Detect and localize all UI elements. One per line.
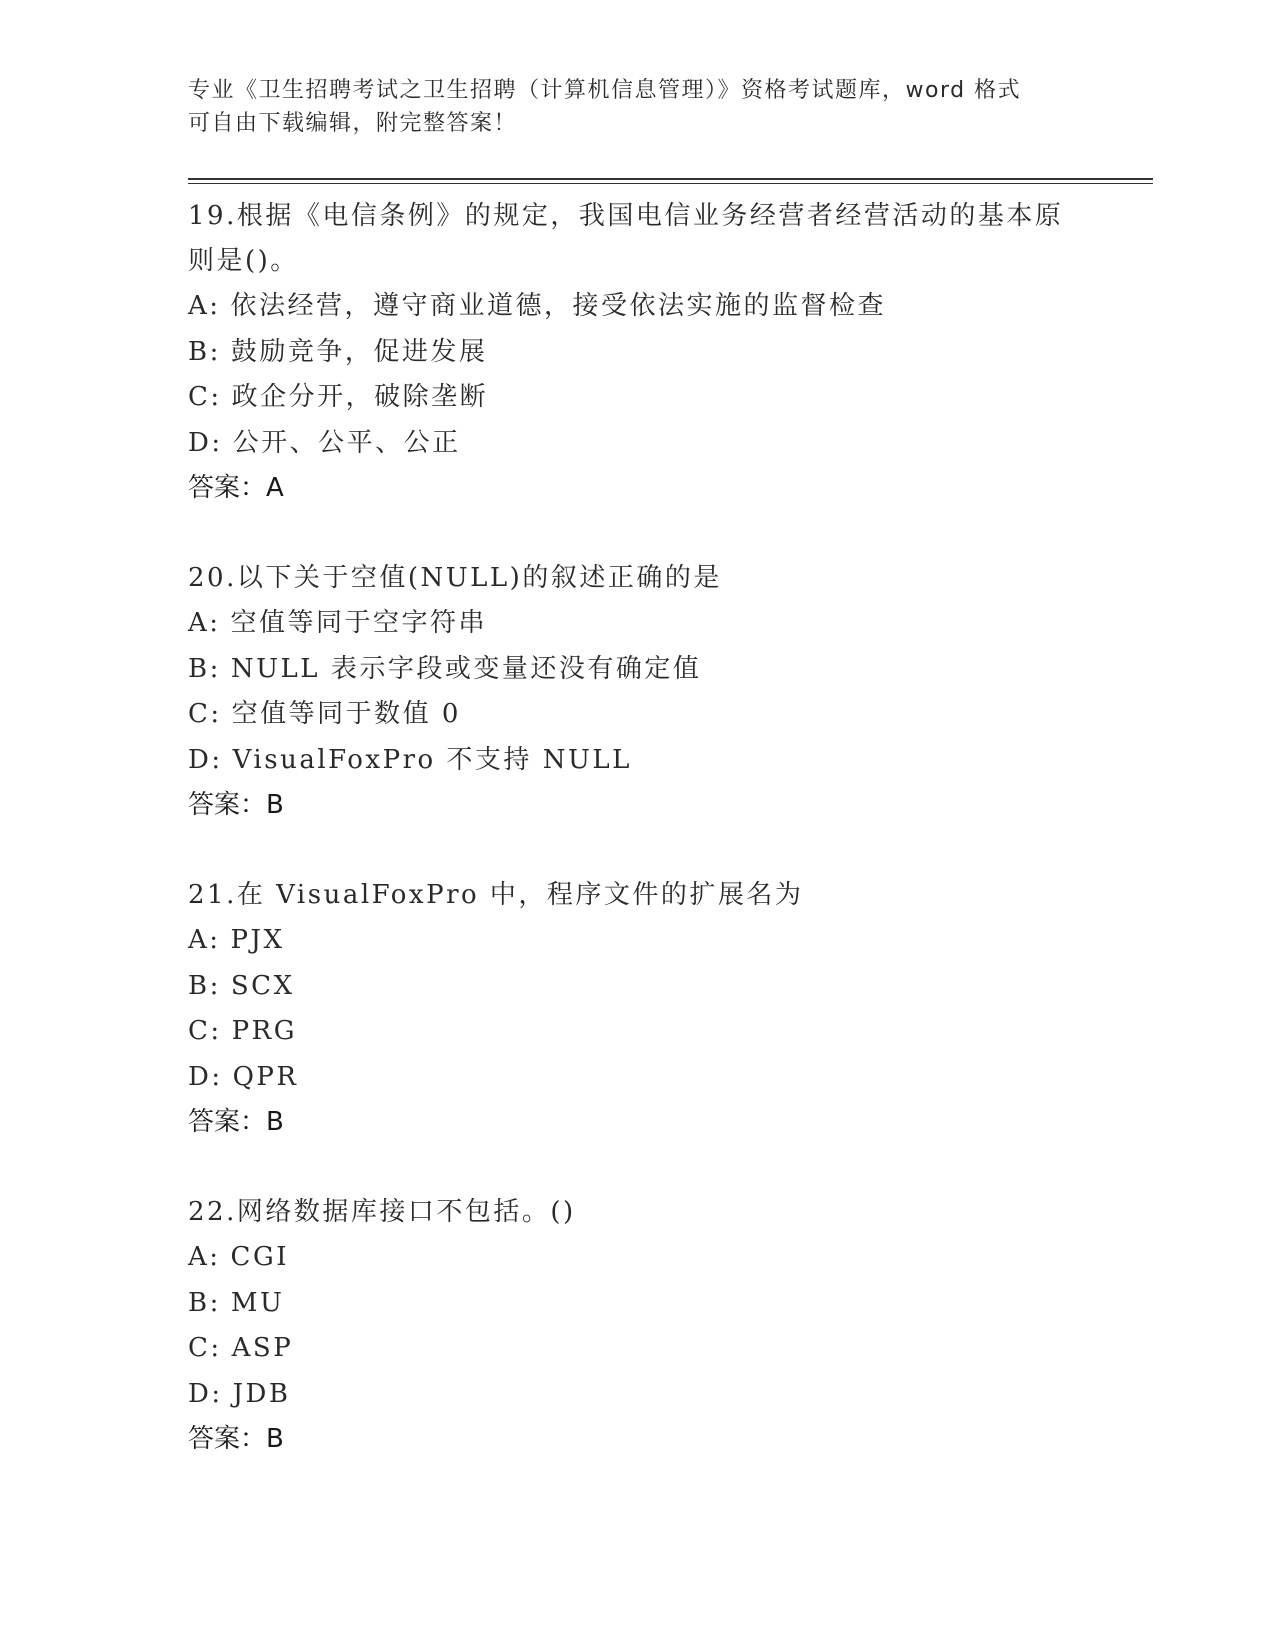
answer-option bbox=[188, 1372, 1148, 1418]
question-stem bbox=[188, 873, 1148, 918]
answer-option bbox=[188, 375, 1148, 421]
option-letter: C: bbox=[188, 382, 222, 412]
option-letter: C: bbox=[188, 1016, 222, 1046]
option-letter: B: bbox=[188, 1287, 221, 1318]
answer-option bbox=[188, 692, 1148, 738]
option-text: QPR bbox=[232, 1061, 299, 1092]
option-text: 政企分开，破除垄断 bbox=[231, 382, 489, 412]
option-letter: C: bbox=[188, 1333, 222, 1363]
option-text: 鼓励竞争，促进发展 bbox=[230, 336, 488, 367]
answer-option bbox=[188, 1055, 1148, 1101]
question-block bbox=[188, 873, 1148, 1144]
answer-option bbox=[188, 421, 1148, 467]
option-letter: B: bbox=[188, 970, 221, 1001]
question-stem-line: 19.根据《电信条例》的规定，我国电信业务经营者经营活动的基本原 bbox=[188, 201, 1064, 231]
option-text: JDB bbox=[232, 1378, 291, 1409]
question-stem bbox=[188, 556, 1148, 601]
header-divider bbox=[188, 178, 1153, 180]
question-list bbox=[188, 194, 1148, 1507]
header-line-2: 可自由下载编辑，附完整答案！ bbox=[188, 111, 518, 136]
option-letter: A: bbox=[188, 1242, 221, 1272]
answer-key: 答案：B bbox=[188, 790, 284, 820]
option-text: 依法经营，遵守商业道德，接受依法实施的监督检查 bbox=[230, 291, 887, 321]
document-header bbox=[188, 74, 1088, 140]
option-text: 空值等同于数值 0 bbox=[231, 699, 461, 729]
header-line-1: 专业《卫生招聘考试之卫生招聘（计算机信息管理）》资格考试题库，word 格式 bbox=[188, 78, 1022, 103]
option-letter: A: bbox=[188, 608, 221, 638]
answer-option bbox=[188, 918, 1148, 964]
option-letter: A: bbox=[188, 925, 221, 955]
option-text: NULL 表示字段或变量还没有确定值 bbox=[230, 653, 702, 684]
option-text: VisualFoxPro 不支持 NULL bbox=[232, 744, 632, 775]
answer-option bbox=[188, 1009, 1148, 1055]
option-text: 空值等同于空字符串 bbox=[230, 608, 488, 638]
answer-option bbox=[188, 647, 1148, 693]
option-text: ASP bbox=[231, 1333, 294, 1363]
answer-option bbox=[188, 738, 1148, 784]
question-block bbox=[188, 1190, 1148, 1461]
option-text: CGI bbox=[230, 1242, 289, 1272]
option-text: MU bbox=[230, 1287, 285, 1318]
option-letter: D: bbox=[188, 744, 223, 775]
option-text: SCX bbox=[230, 970, 295, 1001]
option-letter: B: bbox=[188, 653, 221, 684]
option-letter: D: bbox=[188, 1378, 223, 1409]
header-divider-thin bbox=[188, 183, 1153, 184]
option-text: PJX bbox=[230, 925, 285, 955]
question-stem-line: 则是()。 bbox=[188, 246, 299, 276]
answer-option bbox=[188, 1235, 1148, 1281]
answer-key: 答案：B bbox=[188, 1107, 284, 1137]
option-letter: C: bbox=[188, 699, 222, 729]
option-text: PRG bbox=[231, 1016, 297, 1046]
answer-option bbox=[188, 964, 1148, 1010]
answer-option bbox=[188, 1281, 1148, 1327]
answer-option bbox=[188, 330, 1148, 376]
question-block bbox=[188, 194, 1148, 510]
answer-key: 答案：A bbox=[188, 473, 284, 503]
question-stem-line: 22.网络数据库接口不包括。() bbox=[188, 1197, 576, 1227]
answer-option bbox=[188, 1326, 1148, 1372]
option-letter: A: bbox=[188, 291, 221, 321]
answer-option bbox=[188, 284, 1148, 330]
option-text: 公开、公平、公正 bbox=[232, 427, 461, 458]
option-letter: D: bbox=[188, 1061, 223, 1092]
option-letter: D: bbox=[188, 427, 223, 458]
question-stem bbox=[188, 194, 1148, 284]
question-block bbox=[188, 556, 1148, 827]
question-stem-line: 20.以下关于空值(NULL)的叙述正确的是 bbox=[188, 563, 722, 593]
answer-key: 答案：B bbox=[188, 1424, 284, 1454]
answer-option bbox=[188, 601, 1148, 647]
question-stem bbox=[188, 1190, 1148, 1235]
option-letter: B: bbox=[188, 336, 221, 367]
question-stem-line: 21.在 VisualFoxPro 中，程序文件的扩展名为 bbox=[188, 880, 804, 910]
